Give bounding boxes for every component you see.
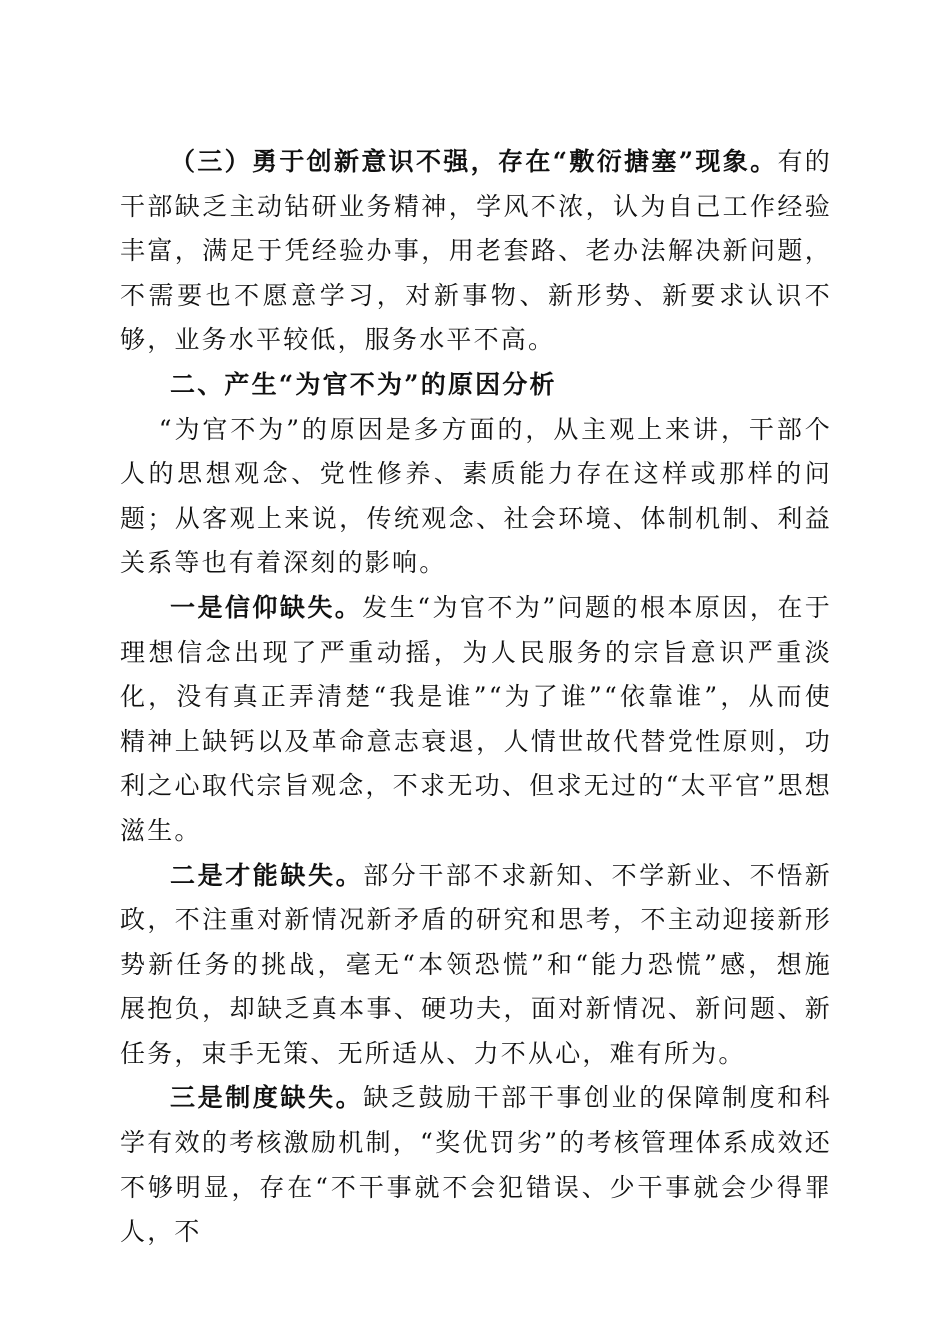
paragraph-lead: 二是才能缺失。 [170,860,364,890]
document-body [120,140,832,1255]
paragraph-innovation [120,140,832,363]
paragraph-text: 有的干部缺乏主动钻研业务精神，学风不浓，认为自己工作经验丰富，满足于凭经验办事，用老套路、老办法解决新问题，不需要也不愿意学习，对新事物、新形势、新要求认识不够，业务水平较低，服务水平不高。 [120,147,832,355]
paragraph-lead: 一是信仰缺失。 [170,592,363,622]
paragraph-lead: （三）勇于创新意识不强，存在“敷衍搪塞”现象。 [170,147,778,176]
paragraph-text: “为官不为”的原因是多方面的，从主观上来讲，干部个人的思想观念、党性修养、素质能力存在这样或那样的问题；从客观上来说，传统观念、社会环境、体制机制、利益关系等也有着深刻的影响。 [120,414,832,578]
paragraph-lead: 三是制度缺失。 [170,1083,364,1113]
paragraph-text: 缺乏鼓励干部干事创业的保障制度和科学有效的考核激励机制，“奖优罚劣”的考核管理体系成效还不够明显，存在“不干事就不会犯错误、少干事就会少得罪人，不 [120,1083,832,1247]
paragraph-ability [120,854,832,1077]
paragraph-text: 部分干部不求新知、不学新业、不悟新政，不注重对新情况新矛盾的研究和思考，不主动迎接新形势新任务的挑战，毫无“本领恐慌”和“能力恐慌”感，想施展抱负，却缺乏真本事、硬功夫，面对新情况、新问题、新任务，束手无策、无所适从、力不从心，难有所为。 [120,860,832,1068]
paragraph-text: 发生“为官不为”问题的根本原因，在于理想信念出现了严重动摇，为人民服务的宗旨意识严重淡化，没有真正弄清楚“我是谁”“为了谁”“依靠谁”，从而使精神上缺钙以及革命意志衰退，人情世故代替党性原则，功利之心取代宗旨观念，不求无功、但求无过的“太平官”思想滋生。 [120,592,832,845]
paragraph-faith [120,586,832,854]
paragraph-causes-intro [120,408,832,586]
section-heading: 二、产生“为官不为”的原因分析 [170,369,557,399]
paragraph-system [120,1076,832,1254]
